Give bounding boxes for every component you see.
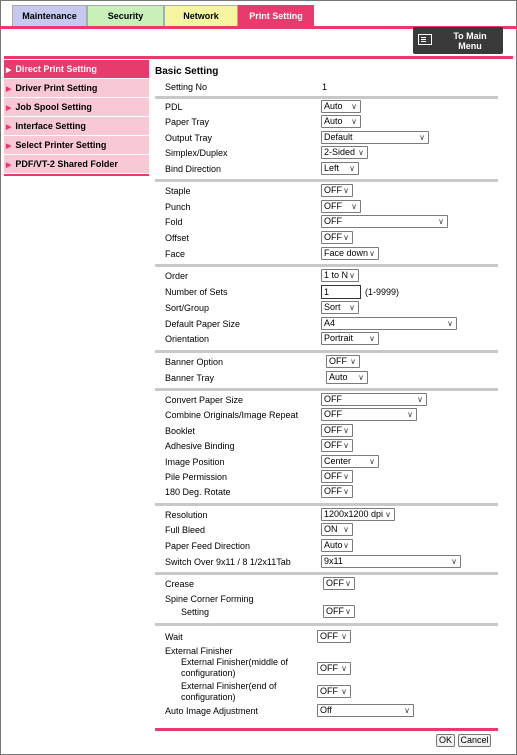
- chevron-down-icon: ∨: [343, 472, 349, 481]
- orientation-select[interactable]: [321, 332, 379, 345]
- chevron-down-icon: ∨: [349, 303, 355, 312]
- triangle-right-icon: ▶: [6, 162, 12, 169]
- switch-over-select[interactable]: [321, 555, 461, 568]
- setting-no-value: 1: [322, 82, 328, 92]
- tab-network[interactable]: Network: [164, 5, 238, 26]
- chevron-down-icon: ∨: [451, 557, 457, 566]
- chevron-down-icon: ∨: [341, 632, 347, 641]
- crease-select[interactable]: [323, 577, 355, 590]
- ext-middle-value: OFF: [320, 663, 338, 673]
- paper-tray-label: Paper Tray: [165, 117, 210, 127]
- banner-option-select[interactable]: [326, 355, 360, 368]
- bind-direction-select[interactable]: [321, 162, 359, 175]
- output-tray-value: Default: [324, 132, 353, 142]
- pile-permission-label: Pile Permission: [165, 472, 228, 482]
- full-bleed-value: ON: [324, 524, 338, 534]
- external-finisher-label: External Finisher: [165, 646, 233, 656]
- paper-feed-direction-value: Auto: [324, 540, 343, 550]
- rotate-180-label: 180 Deg. Rotate: [165, 487, 231, 497]
- spine-corner-forming-label: Spine Corner Forming: [165, 594, 254, 604]
- chevron-down-icon: ∨: [447, 319, 453, 328]
- chevron-down-icon: ∨: [341, 664, 347, 673]
- face-select[interactable]: [321, 247, 379, 260]
- chevron-down-icon: ∨: [369, 249, 375, 258]
- number-of-sets-input[interactable]: 1: [321, 285, 361, 299]
- bind-direction-label: Bind Direction: [165, 164, 222, 174]
- wait-select[interactable]: [317, 630, 351, 643]
- face-label: Face: [165, 249, 186, 259]
- output-tray-label: Output Tray: [165, 133, 213, 143]
- simplex-duplex-select[interactable]: [321, 146, 368, 159]
- to-main-menu-button[interactable]: [413, 27, 503, 54]
- ext-end-label-line1: External Finisher(end of: [181, 681, 277, 691]
- convert-paper-size-value: OFF: [324, 394, 342, 404]
- simplex-duplex-label: Simplex/Duplex: [165, 148, 228, 158]
- triangle-right-icon: ▶: [6, 105, 12, 112]
- triangle-right-icon: ▶: [6, 124, 12, 131]
- orientation-label: Orientation: [165, 334, 210, 344]
- banner-tray-select[interactable]: [326, 371, 368, 384]
- chevron-down-icon: ∨: [343, 233, 349, 242]
- sidebar-item-label: Job Spool Setting: [15, 102, 92, 112]
- paper-tray-select[interactable]: [321, 115, 361, 128]
- punch-label: Punch: [165, 202, 191, 212]
- fold-label: Fold: [165, 217, 183, 227]
- ext-end-value: OFF: [320, 686, 338, 696]
- spine-setting-label: Setting: [181, 607, 210, 617]
- section-divider: [155, 96, 498, 99]
- pdl-select[interactable]: [321, 100, 361, 113]
- staple-label: Staple: [165, 186, 191, 196]
- chevron-down-icon: ∨: [349, 164, 355, 173]
- paper-feed-direction-label: Paper Feed Direction: [165, 541, 251, 551]
- header-divider: [4, 56, 513, 59]
- chevron-down-icon: ∨: [351, 117, 357, 126]
- image-position-select[interactable]: [321, 455, 379, 468]
- sort-group-select[interactable]: [321, 301, 359, 314]
- fold-value: OFF: [324, 216, 342, 226]
- chevron-down-icon: ∨: [358, 373, 364, 382]
- chevron-down-icon: ∨: [419, 133, 425, 142]
- simplex-duplex-value: 2-Sided: [324, 147, 356, 157]
- sort-group-value: Sort: [324, 302, 341, 312]
- wait-value: OFF: [320, 631, 338, 641]
- paper-tray-value: Auto: [324, 116, 343, 126]
- sidebar-item-label: Driver Print Setting: [15, 83, 98, 93]
- footer-divider: [155, 728, 498, 731]
- image-position-label: Image Position: [165, 457, 225, 467]
- chevron-down-icon: ∨: [385, 510, 391, 519]
- chevron-down-icon: ∨: [417, 395, 423, 404]
- sidebar-item-driver-print-setting[interactable]: [4, 79, 149, 98]
- section-divider: [155, 264, 498, 267]
- chevron-down-icon: ∨: [369, 457, 375, 466]
- sidebar-bottom-line: [4, 174, 149, 176]
- section-title: Basic Setting: [155, 66, 219, 77]
- chevron-down-icon: ∨: [345, 579, 351, 588]
- default-paper-size-value: A4: [324, 318, 336, 328]
- banner-tray-value: Auto: [329, 372, 348, 382]
- booklet-label: Booklet: [165, 426, 196, 436]
- resolution-label: Resolution: [165, 510, 208, 520]
- section-divider: [155, 179, 498, 182]
- rotate-180-value: OFF: [324, 486, 342, 496]
- chevron-down-icon: ∨: [351, 102, 357, 111]
- booklet-value: OFF: [324, 425, 342, 435]
- spine-setting-select[interactable]: [323, 605, 355, 618]
- offset-label: Offset: [165, 233, 189, 243]
- sidebar-item-interface-setting[interactable]: [4, 117, 149, 136]
- chevron-down-icon: ∨: [341, 687, 347, 696]
- order-select[interactable]: [321, 269, 359, 282]
- banner-option-label: Banner Option: [165, 357, 224, 367]
- combine-originals-select[interactable]: [321, 408, 417, 421]
- full-bleed-select[interactable]: [321, 523, 353, 536]
- staple-select[interactable]: [321, 184, 353, 197]
- pdl-value: Auto: [324, 101, 343, 111]
- wait-label: Wait: [165, 632, 183, 642]
- switch-over-label: Switch Over 9x11 / 8 1/2x11Tab: [165, 557, 291, 567]
- sidebar-item-direct-print-setting[interactable]: [4, 60, 149, 79]
- sort-group-label: Sort/Group: [165, 303, 210, 313]
- orientation-value: Portrait: [324, 333, 354, 343]
- chevron-down-icon: ∨: [438, 217, 444, 226]
- to-main-menu-label: To Main Menu: [453, 31, 487, 51]
- punch-value: OFF: [324, 201, 342, 211]
- convert-paper-size-label: Convert Paper Size: [165, 395, 244, 405]
- offset-value: OFF: [324, 232, 342, 242]
- default-paper-size-label: Default Paper Size: [165, 319, 241, 329]
- paper-feed-direction-select[interactable]: [321, 539, 353, 552]
- switch-over-value: 9x11: [324, 556, 343, 566]
- triangle-right-icon: ▶: [6, 86, 12, 93]
- chevron-down-icon: ∨: [343, 487, 349, 496]
- cancel-button[interactable]: Cancel: [458, 734, 491, 747]
- convert-paper-size-select[interactable]: [321, 393, 427, 406]
- pile-permission-value: OFF: [324, 471, 342, 481]
- bind-direction-value: Left: [324, 163, 340, 173]
- section-divider: [155, 388, 498, 391]
- triangle-right-icon: ▶: [6, 67, 12, 74]
- output-tray-select[interactable]: [321, 131, 429, 144]
- full-bleed-label: Full Bleed: [165, 525, 206, 535]
- booklet-select[interactable]: [321, 424, 353, 437]
- default-paper-size-select[interactable]: [321, 317, 457, 330]
- order-label: Order: [165, 271, 189, 281]
- sidebar: [4, 60, 149, 176]
- sidebar-item-label: Direct Print Setting: [15, 64, 97, 74]
- adhesive-binding-select[interactable]: [321, 439, 353, 452]
- sidebar-item-select-printer-setting[interactable]: [4, 136, 149, 155]
- ext-middle-select[interactable]: [317, 662, 351, 675]
- adhesive-binding-value: OFF: [324, 440, 342, 450]
- chevron-down-icon: ∨: [351, 202, 357, 211]
- banner-tray-label: Banner Tray: [165, 373, 215, 383]
- ext-end-label-line2: configuration): [181, 692, 236, 702]
- section-divider: [155, 572, 498, 575]
- chevron-down-icon: ∨: [404, 706, 410, 715]
- resolution-select[interactable]: [321, 508, 395, 521]
- combine-originals-value: OFF: [324, 409, 342, 419]
- crease-label: Crease: [165, 579, 195, 589]
- auto-image-adjustment-select[interactable]: [317, 704, 414, 717]
- pile-permission-select[interactable]: [321, 470, 353, 483]
- chevron-down-icon: ∨: [343, 525, 349, 534]
- section-divider: [155, 623, 498, 626]
- image-position-value: Center: [324, 456, 352, 466]
- rotate-180-select[interactable]: [321, 485, 353, 498]
- chevron-down-icon: ∨: [343, 426, 349, 435]
- offset-select[interactable]: [321, 231, 353, 244]
- ext-middle-label-line2: configuration): [181, 668, 236, 678]
- combine-originals-label: Combine Originals/Image Repeat: [165, 410, 299, 420]
- sidebar-item-label: Interface Setting: [15, 121, 86, 131]
- number-of-sets-range: (1-9999): [365, 287, 400, 297]
- sidebar-item-job-spool-setting[interactable]: [4, 98, 149, 117]
- tab-maintenance[interactable]: Maintenance: [12, 5, 87, 26]
- chevron-down-icon: ∨: [345, 607, 351, 616]
- spine-setting-value: OFF: [326, 606, 344, 616]
- section-divider: [155, 503, 498, 506]
- chevron-down-icon: ∨: [349, 271, 355, 280]
- auto-image-adjustment-value: Off: [320, 705, 332, 715]
- punch-select[interactable]: [321, 200, 361, 213]
- chevron-down-icon: ∨: [369, 334, 375, 343]
- order-value: 1 to N: [324, 270, 349, 280]
- menu-list-icon: [418, 34, 432, 45]
- chevron-down-icon: ∨: [343, 186, 349, 195]
- pdl-label: PDL: [165, 102, 183, 112]
- chevron-down-icon: ∨: [343, 541, 349, 550]
- adhesive-binding-label: Adhesive Binding: [165, 441, 235, 451]
- setting-no-label: Setting No: [165, 82, 208, 92]
- banner-option-value: OFF: [329, 356, 347, 366]
- ok-button[interactable]: OK: [436, 734, 455, 747]
- chevron-down-icon: ∨: [407, 410, 413, 419]
- tab-print-setting[interactable]: Print Setting: [238, 5, 314, 26]
- fold-select[interactable]: [321, 215, 448, 228]
- sidebar-item-label: PDF/VT-2 Shared Folder: [15, 159, 118, 169]
- resolution-value: 1200x1200 dpi: [324, 509, 384, 519]
- chevron-down-icon: ∨: [358, 148, 364, 157]
- chevron-down-icon: ∨: [350, 357, 356, 366]
- sidebar-item-label: Select Printer Setting: [15, 140, 107, 150]
- sidebar-item-pdf-vt2-shared-folder[interactable]: [4, 155, 149, 174]
- auto-image-adjustment-label: Auto Image Adjustment: [165, 706, 259, 716]
- chevron-down-icon: ∨: [343, 441, 349, 450]
- ext-middle-label-line1: External Finisher(middle of: [181, 657, 289, 667]
- number-of-sets-label: Number of Sets: [165, 287, 228, 297]
- staple-value: OFF: [324, 185, 342, 195]
- crease-value: OFF: [326, 578, 344, 588]
- triangle-right-icon: ▶: [6, 143, 12, 150]
- tab-security[interactable]: Security: [87, 5, 164, 26]
- face-value: Face down: [324, 248, 369, 258]
- ext-end-select[interactable]: [317, 685, 351, 698]
- section-divider: [155, 350, 498, 353]
